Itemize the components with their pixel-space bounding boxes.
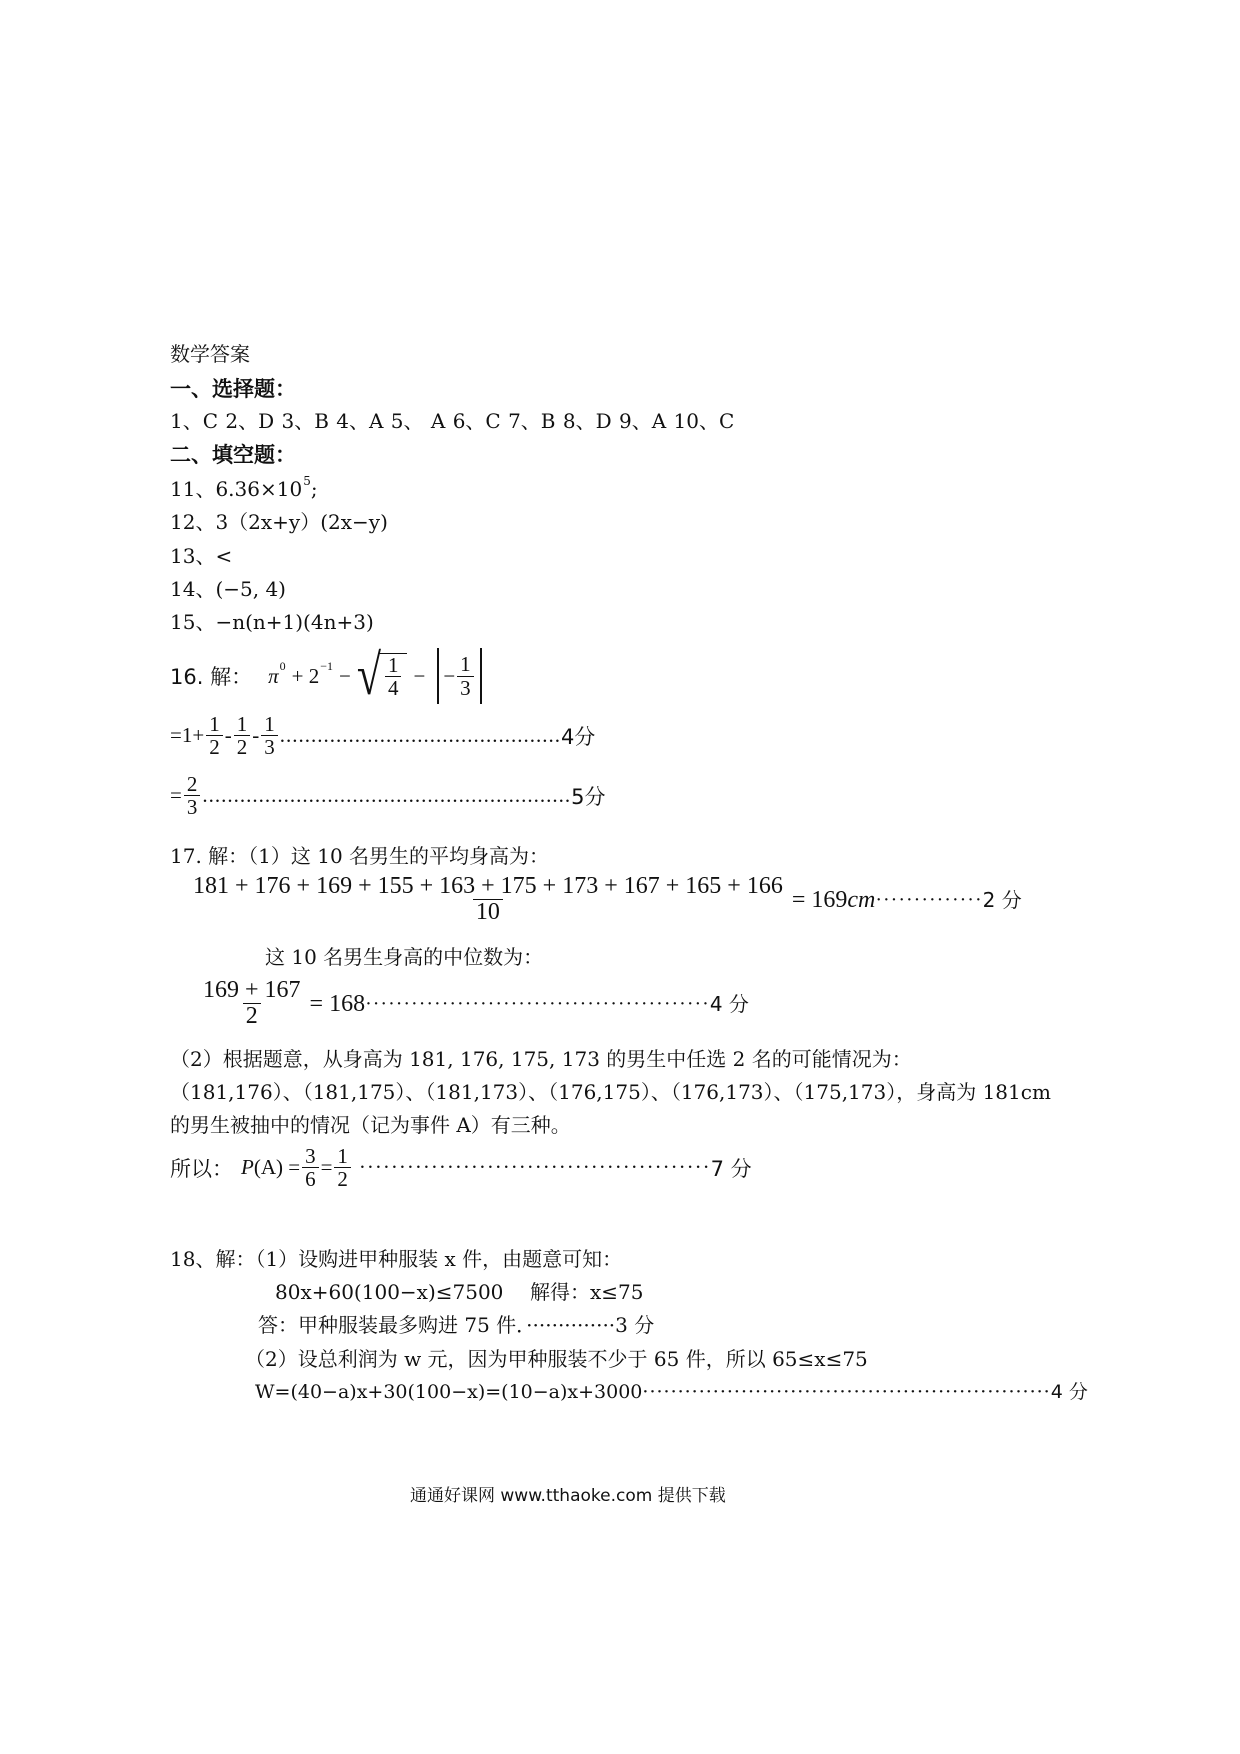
q16-two-exponent: −1 — [320, 658, 333, 673]
q17-prob-frac-2 — [334, 1145, 351, 1190]
frac-den: 2 — [334, 1167, 351, 1190]
q17-mean-fraction — [190, 874, 786, 925]
answer-11 — [170, 476, 318, 505]
frac-num: 2 — [186, 772, 198, 796]
q18-formula: W=(40−a)x+30(100−x)=(10−a)x+3000 — [255, 1381, 643, 1403]
q16-abs-num: 1 — [460, 652, 471, 677]
q16-sqrt-num: 1 — [387, 652, 399, 677]
q17-median-label: 这 10 名男生身高的中位数为： — [265, 945, 544, 969]
section-heading-choice: 一、选择题： — [170, 377, 296, 401]
q16-expression — [170, 643, 482, 708]
q17-mean-numerator: 181 + 176 + 169 + 155 + 163 + 175 + 173 + 167 + 165 + 166 — [193, 873, 783, 899]
q16-two: + 2 — [291, 663, 320, 688]
q16-abs-minus: − — [443, 663, 456, 688]
q17-prob-frac-1 — [302, 1145, 319, 1190]
q17-median-denominator: 2 — [243, 1003, 261, 1029]
q16-step1-frac-3 — [261, 713, 278, 758]
q17-mean-denominator: 10 — [473, 899, 503, 925]
frac-num: 1 — [236, 712, 248, 736]
q17-mean-dots: ·············· — [875, 888, 983, 911]
q18-inequality: 80x+60(100−x)≤7500 — [275, 1280, 504, 1304]
q17-mean-score: 2 分 — [982, 887, 1022, 912]
q16-step1-frac-2 — [234, 713, 251, 758]
q17-mean-equation — [188, 874, 1022, 925]
q17-part2-line-1: （2）根据题意，从身高为 181, 176, 175, 173 的男生中任选 2 名的可能情况为： — [170, 1047, 912, 1071]
q17-median-score: 4 分 — [709, 991, 749, 1016]
q16-abs-den: 3 — [457, 676, 474, 699]
sqrt-icon: √ — [356, 643, 381, 708]
q16-sqrt — [356, 643, 408, 708]
q16-step1-dots: ............................................. — [279, 723, 561, 748]
q16-step-1 — [170, 713, 595, 758]
q18-formula-dots: ·························································· — [642, 1381, 1051, 1403]
q16-minus-2: − — [413, 663, 426, 688]
q18-formula-score: 4 分 — [1050, 1381, 1088, 1403]
q17-median-result: = 168 — [309, 990, 366, 1017]
q16-step1-sep-1: - — [224, 723, 232, 748]
q16-abs-fraction — [457, 653, 474, 698]
footer-credit: 通通好课网 www.tthaoke.com 提供下载 — [410, 1486, 726, 1506]
q17-prob-label: 所以： — [170, 1156, 233, 1181]
answer-11-suffix: ; — [310, 477, 318, 501]
q17-label: 17. 解：（1）这 10 名男生的平均身高为： — [170, 844, 550, 868]
q16-sqrt-den: 4 — [385, 676, 402, 699]
q16-step2-dots: ........................................................... — [202, 783, 572, 808]
q16-step1-score: 4分 — [560, 724, 596, 749]
choice-answers: 1、C 2、D 3、B 4、A 5、 A 6、C 7、B 8、D 9、A 10、C — [170, 409, 735, 433]
q16-step1-frac-1 — [206, 713, 223, 758]
q17-part2-line-2: （181,176）、（181,175）、（181,173）、（176,175）、（176,173）、（175,173），身高为 181cm — [170, 1080, 1051, 1104]
q17-mean-unit: cm — [847, 886, 876, 913]
q16-label: 16. 解： — [170, 665, 253, 689]
q17-median-dots: ············································· — [365, 992, 710, 1015]
q16-step2-prefix: = — [170, 783, 182, 808]
q18-part2: （2）设总利润为 w 元，因为甲种服装不少于 65 件，所以 65≤x≤75 — [245, 1347, 868, 1371]
q18-formula-line — [255, 1379, 1088, 1405]
frac-num: 1 — [337, 1144, 348, 1168]
q16-step1-sep-2: - — [252, 723, 260, 748]
answer-14: 14、(−5, 4) — [170, 577, 286, 601]
q16-step1-prefix: =1+ — [170, 723, 205, 748]
frac-den: 6 — [302, 1167, 319, 1190]
q17-median-numerator: 169 + 167 — [203, 977, 301, 1003]
answer-13: 13、< — [170, 544, 233, 568]
q17-prob-eq: = — [320, 1155, 333, 1180]
frac-den: 2 — [234, 735, 251, 758]
q18-solve: 解得：x≤75 — [530, 1280, 644, 1304]
answer-11-base: 11、6.36×10 — [170, 477, 303, 501]
q17-median-equation — [198, 978, 749, 1029]
frac-num: 3 — [305, 1144, 316, 1168]
frac-num: 1 — [209, 712, 220, 736]
q17-probability — [170, 1145, 752, 1190]
q16-step-2 — [170, 773, 605, 818]
q17-median-fraction — [200, 978, 304, 1029]
frac-num: 1 — [264, 712, 275, 736]
answer-12: 12、3（2x+y）(2x−y) — [170, 510, 388, 534]
answer-15: 15、−n(n+1)(4n+3) — [170, 610, 374, 634]
section-heading-fill: 二、填空题： — [170, 443, 296, 467]
frac-den: 3 — [261, 735, 278, 758]
q17-mean-result: = 169 — [791, 886, 848, 913]
q16-pi: π — [268, 663, 279, 688]
q18-answer: 答：甲种服装最多购进 75 件．··············3 分 — [258, 1313, 655, 1337]
q16-step2-frac — [184, 773, 201, 818]
q17-prob-dots: ············································ — [358, 1155, 711, 1180]
page-title: 数学答案 — [170, 342, 250, 366]
q17-prob-P: P — [241, 1155, 254, 1180]
q17-part2-line-3: 的男生被抽中的情况（记为事件 A）有三种。 — [170, 1113, 571, 1137]
q18-label: 18、解：（1）设购进甲种服装 x 件，由题意可知： — [170, 1247, 623, 1271]
q17-prob-score: 7 分 — [710, 1156, 752, 1181]
frac-den: 3 — [184, 795, 201, 818]
q16-sqrt-fraction — [385, 654, 402, 699]
q16-absolute-value — [437, 648, 481, 704]
q16-minus-1: − — [338, 663, 351, 688]
frac-den: 2 — [206, 735, 223, 758]
q17-prob-A: (A) = — [253, 1155, 301, 1180]
answer-11-exponent: 5 — [303, 474, 311, 488]
q16-pi-exponent: 0 — [279, 658, 286, 673]
q16-step2-score: 5分 — [571, 784, 606, 809]
